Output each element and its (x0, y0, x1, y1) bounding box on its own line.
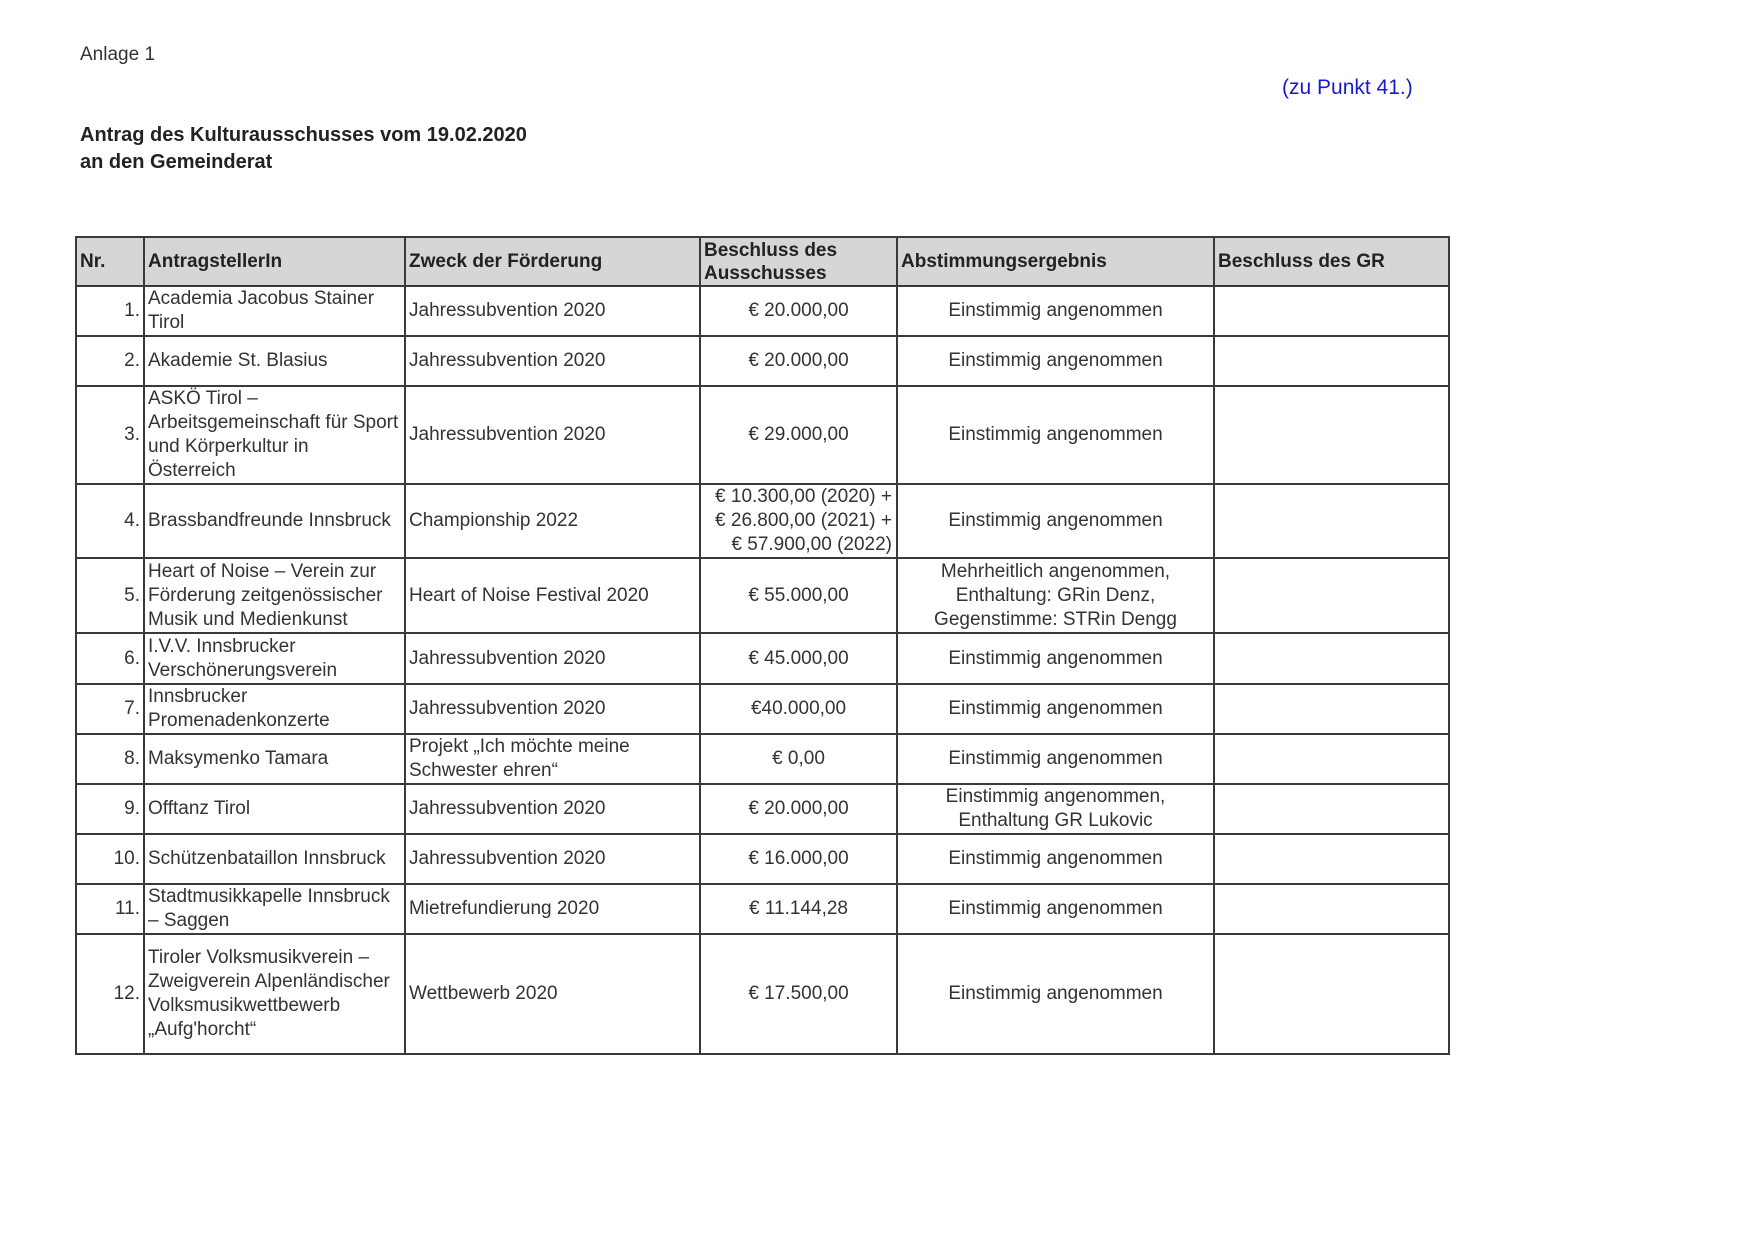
purpose-cell: Projekt „Ich möchte meine Schwester ehren“ (405, 734, 700, 784)
header-purpose: Zweck der Förderung (405, 237, 700, 286)
purpose-cell: Mietrefundierung 2020 (405, 884, 700, 934)
applicant-cell: Innsbrucker Promenadenkonzerte (144, 684, 405, 734)
header-nr: Nr. (76, 237, 144, 286)
applicant-cell: I.V.V. Innsbrucker Verschönerungsverein (144, 633, 405, 684)
row-number: 5. (76, 558, 144, 633)
table-row (76, 834, 1449, 884)
row-number: 4. (76, 484, 144, 558)
row-number: 10. (76, 834, 144, 884)
row-number: 9. (76, 784, 144, 834)
committee-amount-cell: € 20.000,00 (700, 336, 897, 386)
council-decision-cell (1214, 336, 1449, 386)
applicant-cell: Heart of Noise – Verein zur Förderung zeitgenössischer Musik und Medienkunst (144, 558, 405, 633)
table-row (76, 884, 1449, 934)
row-number: 7. (76, 684, 144, 734)
applicant-cell: ASKÖ Tirol – Arbeitsgemeinschaft für Sport und Körperkultur in Österreich (144, 386, 405, 484)
committee-amount-cell: € 55.000,00 (700, 558, 897, 633)
annex-label: Anlage 1 (80, 44, 156, 65)
vote-result-cell: Einstimmig angenommen (897, 934, 1214, 1054)
vote-result-cell: Einstimmig angenommen (897, 633, 1214, 684)
vote-result-cell: Einstimmig angenommen (897, 684, 1214, 734)
committee-amount-cell: €40.000,00 (700, 684, 897, 734)
council-decision-cell (1214, 734, 1449, 784)
vote-line: Mehrheitlich angenommen, (940, 560, 1171, 582)
committee-amount-cell: € 45.000,00 (700, 633, 897, 684)
vote-result-cell: Einstimmig angenommen (897, 884, 1214, 934)
vote-result-cell (897, 784, 1214, 834)
committee-amount-cell: € 17.500,00 (700, 934, 897, 1054)
table-row (76, 558, 1449, 633)
council-decision-cell (1214, 934, 1449, 1054)
purpose-cell: Jahressubvention 2020 (405, 834, 700, 884)
applicant-cell: Academia Jacobus Stainer Tirol (144, 286, 405, 336)
applicant-cell: Offtanz Tirol (144, 784, 405, 834)
table-row (76, 734, 1449, 784)
committee-amount-cell: € 20.000,00 (700, 784, 897, 834)
applicant-cell: Tiroler Volksmusikverein – Zweigverein Alpenländischer Volksmusikwettbewerb „Aufg'horcht“ (144, 934, 405, 1054)
row-number: 11. (76, 884, 144, 934)
council-decision-cell (1214, 558, 1449, 633)
vote-result-cell: Einstimmig angenommen (897, 734, 1214, 784)
title-line-1: Antrag des Kulturausschusses vom 19.02.2020 (80, 124, 527, 146)
purpose-cell: Heart of Noise Festival 2020 (405, 558, 700, 633)
committee-amount-cell (700, 484, 897, 558)
title-line-2: an den Gemeinderat (80, 151, 273, 173)
agenda-reference: (zu Punkt 41.) (1282, 76, 1413, 99)
purpose-cell: Championship 2022 (405, 484, 700, 558)
vote-result-cell: Einstimmig angenommen (897, 834, 1214, 884)
table-row (76, 484, 1449, 558)
table-row (76, 934, 1449, 1054)
table-row (76, 386, 1449, 484)
row-number: 1. (76, 286, 144, 336)
applicant-cell: Akademie St. Blasius (144, 336, 405, 386)
council-decision-cell (1214, 633, 1449, 684)
row-number: 6. (76, 633, 144, 684)
committee-amount-cell: € 0,00 (700, 734, 897, 784)
purpose-cell: Jahressubvention 2020 (405, 684, 700, 734)
row-number: 2. (76, 336, 144, 386)
row-number: 3. (76, 386, 144, 484)
council-decision-cell (1214, 884, 1449, 934)
vote-result-cell: Einstimmig angenommen (897, 336, 1214, 386)
vote-result-cell: Einstimmig angenommen (897, 286, 1214, 336)
vote-line: Enthaltung GR Lukovic (958, 810, 1153, 831)
row-number: 12. (76, 934, 144, 1054)
council-decision-cell (1214, 286, 1449, 336)
committee-amount-cell: € 16.000,00 (700, 834, 897, 884)
council-decision-cell (1214, 386, 1449, 484)
council-decision-cell (1214, 834, 1449, 884)
applicant-cell: Stadtmusikkapelle Innsbruck – Saggen (144, 884, 405, 934)
committee-amount-cell: € 11.144,28 (700, 884, 897, 934)
vote-result-cell (897, 558, 1214, 633)
vote-result-cell: Einstimmig angenommen (897, 386, 1214, 484)
committee-amount-cell: € 20.000,00 (700, 286, 897, 336)
purpose-cell: Jahressubvention 2020 (405, 286, 700, 336)
purpose-cell: Jahressubvention 2020 (405, 784, 700, 834)
vote-line: Gegenstimme: STRin Dengg (934, 608, 1177, 630)
header-council-decision: Beschluss des GR (1214, 237, 1449, 286)
applicant-cell: Schützenbataillon Innsbruck (144, 834, 405, 884)
purpose-cell: Jahressubvention 2020 (405, 336, 700, 386)
vote-line: Einstimmig angenommen, (945, 786, 1166, 807)
table-row (76, 633, 1449, 684)
purpose-cell: Jahressubvention 2020 (405, 633, 700, 684)
applicant-cell: Brassbandfreunde Innsbruck (144, 484, 405, 558)
applicant-cell: Maksymenko Tamara (144, 734, 405, 784)
subsidy-table (75, 236, 1450, 1055)
table-header-row (76, 237, 1449, 286)
header-committee-decision: Beschluss des Ausschusses (700, 237, 897, 286)
vote-line: Enthaltung: GRin Denz, (955, 584, 1156, 606)
amount-line: € 26.800,00 (2021) + (715, 510, 892, 531)
row-number: 8. (76, 734, 144, 784)
table-row (76, 286, 1449, 336)
council-decision-cell (1214, 484, 1449, 558)
council-decision-cell (1214, 784, 1449, 834)
table-row (76, 784, 1449, 834)
table-row (76, 336, 1449, 386)
header-vote-result: Abstimmungsergebnis (897, 237, 1214, 286)
purpose-cell: Jahressubvention 2020 (405, 386, 700, 484)
document-title (80, 122, 527, 176)
amount-line: € 57.900,00 (2022) (731, 534, 892, 555)
table-row (76, 684, 1449, 734)
council-decision-cell (1214, 684, 1449, 734)
header-applicant: AntragstellerIn (144, 237, 405, 286)
amount-line: € 10.300,00 (2020) + (715, 486, 892, 507)
purpose-cell: Wettbewerb 2020 (405, 934, 700, 1054)
vote-result-cell: Einstimmig angenommen (897, 484, 1214, 558)
table-body (76, 286, 1449, 1054)
committee-amount-cell: € 29.000,00 (700, 386, 897, 484)
